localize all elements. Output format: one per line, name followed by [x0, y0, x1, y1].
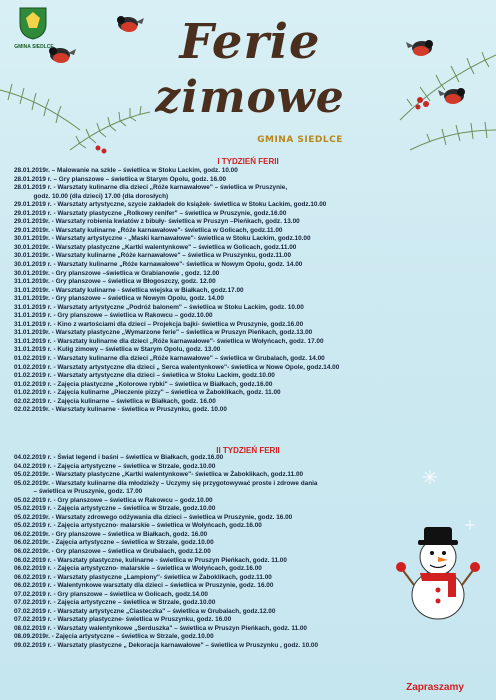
schedule-item: 05.02.2019r. - Warsztaty kulinarne dla młodzieży – Uczymy się przygotowywać proste i zdrowe dania: [14, 479, 318, 487]
schedule-item: 30.01.2019r. - Gry planszowe –świetlica w Grabianowie , godz. 12.00: [14, 269, 220, 277]
schedule-item: 31.01.2019 r. - Kino z wartościami dla dzieci – Projekcja bajki- świetlica w Pruszynie, godz.16.00: [14, 320, 304, 328]
schedule-item: 05.02.2019r. - Warsztaty zdrowego odżywania dla dzieci – świetlica w Pruszynie, godz. 16.00: [14, 513, 293, 521]
schedule-item: 05.02.2019 r. - Gry planszowe – świetlica w Rakowcu – godz.10.00: [14, 496, 213, 504]
schedule-item: 07.02.2019 r. - Warsztaty plastyczne- świetlica w Pruszynku, godz. 16.00: [14, 616, 232, 624]
schedule-item: 06.02.2019 r. - Zajęcia artystyczno- malarskie – świetlica w Wołyńcach, godz.16.00: [14, 565, 262, 573]
schedule-item: 28.01.2019 r. - Warsztaty kulinarne dla dzieci „Róże karnawałowe" – świetlica w Pruszynie,: [14, 184, 288, 192]
schedule-item: 05.02.2019r. - Warsztaty plastyczne „Kartki walentynkowe"- świetlica w Żaboklikach, godz.11.00: [14, 471, 304, 479]
schedule-item: 01.02.2019 r. - Warsztaty artystyczne dla dzieci „ Serca walentynkowe"- świetlica w Nowe Opole, godz.14.00: [14, 363, 340, 371]
schedule-item: 31.01.2019 r. - Warsztaty kulinarne dla dzieci „Róże karnawałowe"- świetlica w Wołyńcach, godz. 17.00: [14, 337, 324, 345]
schedule-item: 07.02.2019 r. - Warsztaty artystyczne „Ciasteczka" – świetlica w Grubalach, godz.12.00: [14, 607, 276, 615]
schedule-item: 28.01.2019r. – Malowanie na szkle – świetlica w Stoku Lackim, godz. 10.00: [14, 167, 238, 174]
schedule-item: 30.01.2019r. - Warsztaty artystyczne - „Maski karnawałowe"- świetlica w Stoku Lackim, godz.10.00: [14, 235, 311, 243]
week1-heading: I TYDZIEŃ FERII: [217, 157, 279, 166]
schedule-item: 09.02.2019 r. - Warsztaty plastyczne „ Dekoracja karnawałowe" – świetlica w Pruszynku , godz. 10.00: [14, 642, 319, 650]
schedule-item: 29.01.2019 r. - Warsztaty artystyczne, szycie zakładek do książek- świetlica w Stoku Lackim, godz.10.00: [14, 201, 327, 209]
schedule-item: 31.01.2019r. - Gry planszowe – świetlica w Błogoszczy, godz. 12.00: [14, 278, 216, 286]
schedule-item: 05.02.2019 r. - Zajęcia artystyczne – świetlica w Strzale, godz.10.00: [14, 505, 216, 513]
schedule-item: 02.02.2019 r. - Zajęcia kulinarne – świetlica w Białkach, godz. 16.00: [14, 397, 216, 405]
bird-icon: [438, 88, 465, 104]
gmina-crest-text: GMINA SIEDLCE: [14, 44, 54, 50]
schedule-item: 02.02.2019r. - Warsztaty kulinarne - świetlica w Pruszynku, godz. 10.00: [14, 406, 227, 414]
week1-schedule-list: [14, 167, 474, 415]
title-subtitle: GMINA SIEDLCE: [257, 135, 343, 145]
schedule-item: 06.02.2019 r. - Warsztaty plastyczne „Lampiony"- świetlica w Żaboklikach, godz.11.00: [14, 573, 272, 581]
schedule-item: 07.02.2019 r. - Gry planszowe – świetlica w Golicach, godz.14.00: [14, 590, 208, 598]
schedule-item: 06.02.2019r. - Zajęcia artystyczne – świetlica w Strzale, godz.10.00: [14, 539, 214, 547]
schedule-item: 31.01.2019 r. - Warsztaty artystyczne „Podróż balonem" – świetlica w Stoku Lackim, godz. 10.00: [14, 303, 304, 311]
schedule-item: 30.01.2019 r. - Warsztaty kulinarne „Róże karnawałowe"- świetlica w Nowym Opolu, godz. 14.00: [14, 261, 303, 269]
schedule-item: 06.02.2019 r. - Warsztaty plastyczne, kulinarne - świetlica w Pruszyn Pieńkach, godz. 11.00: [14, 556, 287, 564]
schedule-item: 07.02.2019 r. - Zajęcia artystyczne – świetlica w Strzale, godz.10.00: [14, 599, 216, 607]
schedule-item: 28.01.2019 r. – Gry planszowe – świetlica w Starym Opolu, godz. 16.00: [14, 175, 227, 183]
gmina-crest-logo: [18, 6, 48, 40]
closing-invitation: Zapraszamy: [406, 682, 464, 693]
schedule-item: 30.01.2019r. - Warsztaty plastyczne „Kartki walentynkowe" – świetlica w Golicach, godz.11.00: [14, 243, 297, 251]
schedule-item: 05.02.2019 r. - Zajęcia artystyczno- malarskie – świetlica w Wołyńcach, godz.16.00: [14, 522, 262, 530]
schedule-item: 31.01.2019r. - Warsztaty plastyczne „Wymarzone ferie" – świetlica w Pruszyn Pieńkach, godz.13.00: [14, 329, 313, 337]
schedule-item: 04.02.2019 r. - Zajęcia artystyczne – świetlica w Strzale, godz.10.00: [14, 462, 216, 470]
title-line1: Ferie: [179, 14, 321, 70]
schedule-item: 08.09.2019r. - Zajęcia artystyczne – świetlica w Strzale, godz.10.00: [14, 633, 214, 641]
bird-icon: [117, 16, 144, 32]
schedule-item: 31.01.2019 r. - Kulig zimowy – świetlica w Starym Opolu, godz. 13.00: [14, 346, 221, 354]
schedule-item: 04.02.2019 r. - Świat legend i baśni – świetlica w Białkach, godz.16.00: [14, 454, 224, 461]
schedule-item: godz. 10.00 (dla dzieci) 17.00 (dla dorosłych): [14, 192, 169, 200]
schedule-item: 29.01.2019 r. - Warsztaty plastyczne „Rolkowy renifer" – świetlica w Pruszynie, godz.16.00: [14, 209, 287, 217]
title-line2: zimowe: [155, 72, 345, 123]
pine-branch-icon: [0, 84, 150, 150]
schedule-item: 06.02.2019r. - Gry planszowe – świetlica w Białkach, godz. 16.00: [14, 530, 208, 538]
schedule-item: 01.02.2019 r. - Zajęcia kulinarne „Pieczenie pizzy" – świetlica w Żaboklikach, godz. 11.00: [14, 389, 281, 397]
schedule-item: 01.02.2019 r. - Warsztaty kulinarne dla dzieci „Róże karnawałowe" – świetlica w Grubalach, godz. 14.00: [14, 355, 325, 363]
schedule-item: 06.02.2019 r. - Walentynkowe warsztaty dla dzieci – świetlica w Pruszynie, godz. 16.00: [14, 582, 274, 590]
schedule-item: 29.01.2019r. - Warsztaty kulinarne „Róże karnawałowe"- świetlica w Golicach, godz.11.00: [14, 226, 283, 234]
schedule-item: 01.02.2019 r. - Warsztaty artystyczne dla dzieci – świetlica w Stoku Lackim, godz.10.00: [14, 372, 275, 380]
schedule-item: 06.02.2019r. - Gry planszowe – świetlica w Grubalach, godz.12.00: [14, 548, 211, 556]
bird-icon: [406, 40, 433, 56]
schedule-item: – świetlica w Pruszynie, godz. 17.00: [14, 488, 143, 496]
schedule-item: 31.01.2019r. - Warsztaty kulinarne - świetlica wiejska w Białkach, godz.17.00: [14, 286, 244, 294]
schedule-item: 31.01.2019 r. - Gry planszowe – świetlica w Rakowcu – godz.10.00: [14, 312, 213, 320]
schedule-item: 29.01.2019r. - Warsztaty robienia kwiatów z bibuły- świetlica w Pruszyn –Pieńkach, godz. 13.00: [14, 218, 300, 226]
week2-schedule-list: [14, 454, 474, 651]
week2-heading: II TYDZIEŃ FERII: [216, 446, 280, 455]
schedule-item: 31.01.2019r. - Gry planszowe – świetlica w Nowym Opolu, godz. 14.00: [14, 295, 224, 303]
schedule-item: 01.02.2019 r. - Zajęcia plastyczne „Kolorowe rybki" – świetlica w Białkach, godz.16.00: [14, 380, 273, 388]
schedule-item: 08.02.2019 r. - Warsztaty walentynkowe „Serduszka" – świetlica w Pruszyn Pieńkach, godz. 11.00: [14, 624, 307, 632]
schedule-item: 30.01.2019r. - Warsztaty kulinarne „Róże karnawałowe" – świetlica w Pruszynku, godz.11.00: [14, 252, 291, 260]
